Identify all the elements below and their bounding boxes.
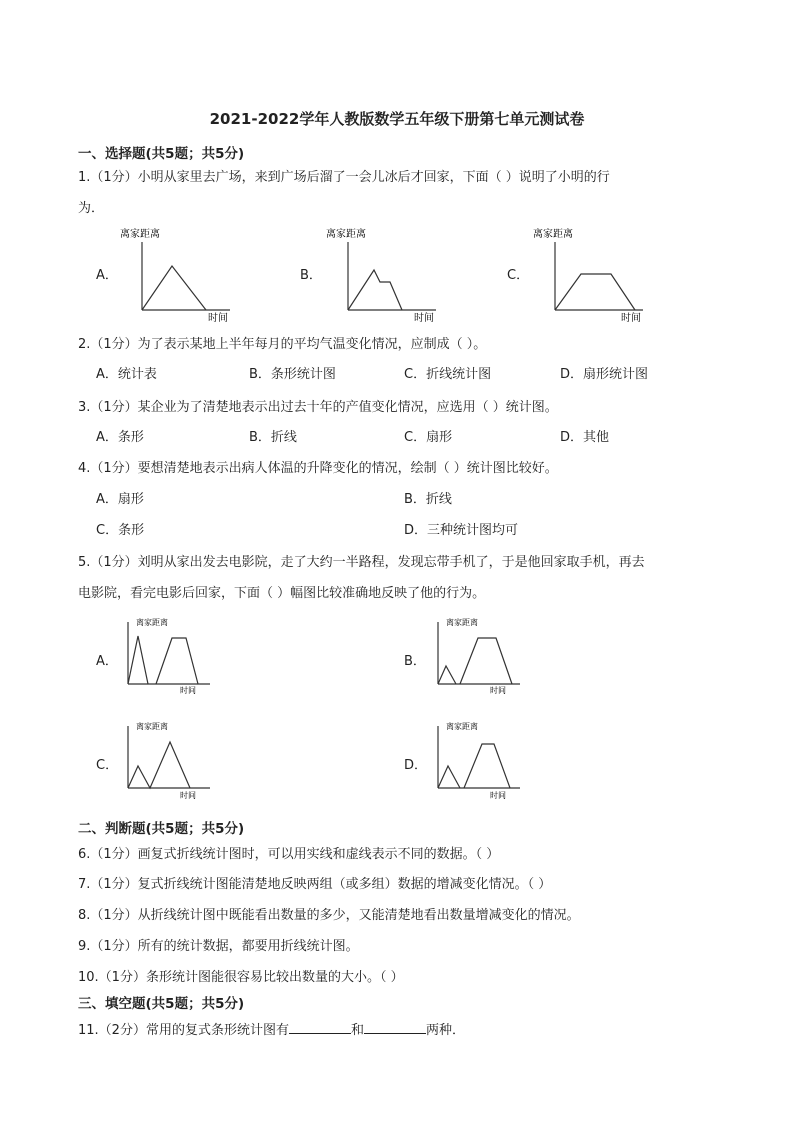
q11-mid: 和 [350, 1023, 364, 1038]
q4-option-d: D．三种统计图均可 [404, 523, 519, 538]
question-3: 3.（1分）某企业为了清楚地表示出过去十年的产值变化情况，应选用（ ）统计图。 [78, 400, 558, 415]
graph-ylabel: 离家距离 [120, 229, 160, 240]
graph-xlabel: 时间 [490, 686, 506, 694]
graph-xlabel: 时间 [180, 791, 196, 800]
section-heading-fill: 三、填空题(共5题；共5分) [78, 996, 245, 1012]
q2-option-a: A．统计表 [96, 367, 157, 382]
q4-option-a: A．扇形 [96, 492, 144, 507]
question-5-line2: 电影院，看完电影后回家，下面（ ）幅图比较准确地反映了他的行为。 [78, 586, 486, 601]
graph-xlabel: 时间 [208, 313, 228, 324]
q3-option-b: B．折线 [249, 430, 297, 445]
q11-blank-1[interactable] [289, 1021, 351, 1034]
question-9: 9.（1分）所有的统计数据，都要用折线统计图。 [78, 939, 359, 954]
question-1-line2: 为． [78, 201, 105, 216]
graph-ylabel: 离家距离 [136, 618, 168, 627]
question-8: 8.（1分）从折线统计图中既能看出数量的多少，又能清楚地看出数量增减变化的情况。 [78, 908, 580, 923]
q3-option-a: A．条形 [96, 430, 144, 445]
q5-graph-d [428, 718, 528, 800]
question-6: 6.（1分）画复式折线统计图时，可以用实线和虚线表示不同的数据。（ ） [78, 847, 500, 862]
q11-prefix: 11.（2分）常用的复式条形统计图有 [78, 1023, 289, 1038]
graph-ylabel: 离家距离 [326, 229, 366, 240]
q1-a-line [142, 266, 206, 310]
q1-b-line [348, 270, 402, 310]
page-title: 2021-2022学年人教版数学五年级下册第七单元测试卷 [209, 110, 585, 128]
q5-option-a-label: A． [96, 654, 118, 669]
q11-suffix: 两种． [425, 1023, 465, 1038]
q1-graph-a [110, 224, 240, 324]
question-4: 4.（1分）要想清楚地表示出病人体温的升降变化的情况，绘制（ ）统计图比较好。 [78, 461, 558, 476]
graph-xlabel: 时间 [621, 313, 641, 324]
q1-c-line [555, 274, 635, 310]
q4-option-b: B．折线 [404, 492, 452, 507]
question-2: 2.（1分）为了表示某地上半年每月的平均气温变化情况，应制成（ ）。 [78, 337, 487, 352]
graph-ylabel: 离家距离 [533, 229, 573, 240]
graph-xlabel: 时间 [414, 313, 434, 324]
q1-graph-c [523, 224, 653, 324]
q2-option-d: D．扇形统计图 [560, 367, 649, 382]
q1-option-b-label: B． [300, 268, 322, 283]
q3-option-d: D．其他 [560, 430, 610, 445]
q1-option-c-label: C． [507, 268, 530, 283]
q5-option-d-label: D． [404, 758, 428, 773]
q5-option-c-label: C． [96, 758, 119, 773]
graph-xlabel: 时间 [490, 791, 506, 800]
q4-option-c: C．条形 [96, 523, 145, 538]
q3-option-c: C．扇形 [404, 430, 453, 445]
q5-option-b-label: B． [404, 654, 426, 669]
q1-option-a-label: A． [96, 268, 118, 283]
q2-option-b: B．条形统计图 [249, 367, 336, 382]
graph-ylabel: 离家距离 [446, 618, 478, 627]
section-heading-judge: 二、判断题(共5题；共5分) [78, 821, 245, 837]
q1-graph-b [316, 224, 446, 324]
graph-xlabel: 时间 [180, 686, 196, 694]
question-7: 7.（1分）复式折线统计图能清楚地反映两组（或多组）数据的增减变化情况。（ ） [78, 877, 552, 892]
section-heading-choice: 一、选择题(共5题；共5分) [78, 146, 245, 162]
question-10: 10.（1分）条形统计图能很容易比较出数量的大小。（ ） [78, 970, 404, 985]
graph-ylabel: 离家距离 [136, 722, 168, 731]
q5-graph-c [118, 718, 218, 800]
q5-graph-a [118, 614, 218, 694]
q5-graph-b [428, 614, 528, 694]
q11-blank-2[interactable] [364, 1021, 426, 1034]
question-1-line1: 1.（1分）小明从家里去广场，来到广场后溜了一会儿冰后才回家，下面（ ）说明了小明的行 [78, 170, 610, 185]
question-5-line1: 5.（1分）刘明从家出发去电影院，走了大约一半路程，发现忘带手机了，于是他回家取手机，再去 [78, 555, 645, 570]
question-11 [78, 1019, 465, 1038]
q2-option-c: C．折线统计图 [404, 367, 492, 382]
graph-ylabel: 离家距离 [446, 722, 478, 731]
